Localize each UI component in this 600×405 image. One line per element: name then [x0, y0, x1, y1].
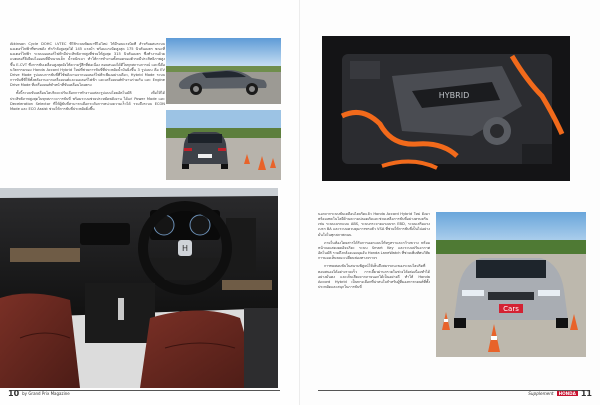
- engine-bay-photo: [322, 36, 570, 181]
- test-drive-photo: [436, 212, 586, 357]
- right-folio: [528, 389, 592, 398]
- honda-brand-tag: HONDA: [558, 391, 576, 396]
- article-paragraph: นอกจากระบบขับเคลื่อนไฮบริดแล้ว Honda Accord Hybrid ใหม่ ยังมาพร้อมเทคโนโลยีด้านความปลอดภัยและช่วยเหลือการขับขี่อย่างครบครัน เช่น ระบบเบรกแบบ ABS, ระบบกระจายแรงเบรก EBD, ระบบเสริมแรงเบรก BA และระบบควบคุมการทรงตัว VSA ที่ช่วยให้การขับขี่เป็นไปอย่างมั่นใจในทุกสภาพถนน: [318, 212, 430, 237]
- license-plate-text: Cars: [503, 305, 519, 313]
- svg-text:H: H: [181, 244, 189, 253]
- article-paragraph: ทั้งนี้ระบบขับเคลื่อนไฮบริดจะปรับเลือกการทำงานแต่ละรูปแบบโดยอัตโนมัติ เพื่อให้ได้ประสิทธิภาพสูงสุดในทุกสภาวะการขับขี่ พร้อมระบบช่วยประหยัดพลังงาน ได้แก่ Power Mode และ Deceleration Selector ที่ให้ผู้ขับขี่สามารถเลือกระดับการหน่วงความเร็วได้ รวมถึงระบบ ECON Mode และ ECO Assist ช่วยให้การขับขี่ประหยัดยิ่งขึ้น: [10, 91, 165, 111]
- magazine-name: by Grand Prix Magazine: [22, 391, 70, 396]
- article-paragraph: ภายในห้องโดยสารได้รับการออกแบบให้หรูหราและกว้างขวาง พร้อมหน้าจอแสดงผลอัจฉริยะ ระบบ Smart Key และระบบปรับอากาศอัตโนมัติ รวมถึงกล้องมองมุมอับ Honda LaneWatch ที่ช่วยเพิ่มทัศนวิสัยการมองเห็นขณะเปลี่ยนช่องทางจราจร: [318, 240, 430, 261]
- left-folio: [8, 389, 70, 398]
- exterior-side-photo: [166, 38, 281, 104]
- svg-text:HYBRID: HYBRID: [438, 91, 470, 100]
- supplement-label: Supplement: [528, 391, 554, 396]
- interior-photo: [0, 188, 278, 388]
- right-article-column: [318, 212, 430, 330]
- article-paragraph: การทดสอบขับในสนามพิสูจน์ให้เห็นถึงสมรรถนะของระบบไฮบริดที่ตอบสนองได้อย่างรวดเร็ว การเลี้ยวผ่านกรวยในช่วงโค้งต่อเนื่องทำได้อย่างมั่นคง และเก็บเสียงจากภายนอกได้เป็นอย่างดี ทำให้ Honda Accord Hybrid เป็นทางเลือกที่น่าสนใจสำหรับผู้ที่มองหารถยนต์ที่ทั้งประหยัดและสนุกในการขับขี่: [318, 264, 430, 290]
- left-article-column: [10, 42, 165, 177]
- article-paragraph: Atkinson Cycle DOHC i-VTEC ที่ใช้ระบบพัฒนาที่ไม่ใหม่ ให้มีรอบแรงบิดที่ สำหรับผสมระบบมอเตอร์ไฟฟ้าที่ทรงพลัง ทำกำลังสูงสุดได้ 145 แรงม้า พร้อมแรงบิดสูงสุด 175 นิวตันเมตร ขณะที่มอเตอร์ไฟฟ้า ระบบมอเตอร์ไฟฟ้ามีประสิทธิภาพสูงที่ช่วยให้สูงสุด 315 นิวตันเมตร ซึ่งทำงานด้วยแบตเตอรี่ลิเธียมไอออนที่มีขนาดเล็ก น้ำหนักเบา ทำให้การทำงานทั้งหมดของตัวรถมีประสิทธิภาพสูงขึ้น E-CVT ซึ่งการขับเคลื่อนสูงสุดยังให้ความรู้สึกที่ต่อเนื่อง ตอบสนองได้ดีในทุกสถานการณ์ และนี่คือนวัตกรรมของ Honda Accord Hybrid ใหม่ที่ช่วยการขับขี่ที่ประหยัดน้ำมันยิ่งขึ้น 3 รูปแบบ คือ EV Drive Mode รูปแบบการขับขี่ที่ใช้พลังงานจากมอเตอร์ไฟฟ้าเพียงอย่างเดียว, Hybrid Mode ระบบการขับขี่ที่ใช้ทั้งพลังงานจากเครื่องยนต์และมอเตอร์ไฟฟ้า และเครื่องยนต์ทำงานร่วมกัน และ Engine Drive Mode ที่เครื่องยนต์ทำหน้าที่ขับเคลื่อนโดยตรง: [10, 42, 165, 88]
- page-number: 10: [8, 389, 20, 398]
- right-page: [300, 0, 600, 405]
- page-number: 11: [580, 389, 592, 398]
- exterior-rear-photo: [166, 110, 281, 180]
